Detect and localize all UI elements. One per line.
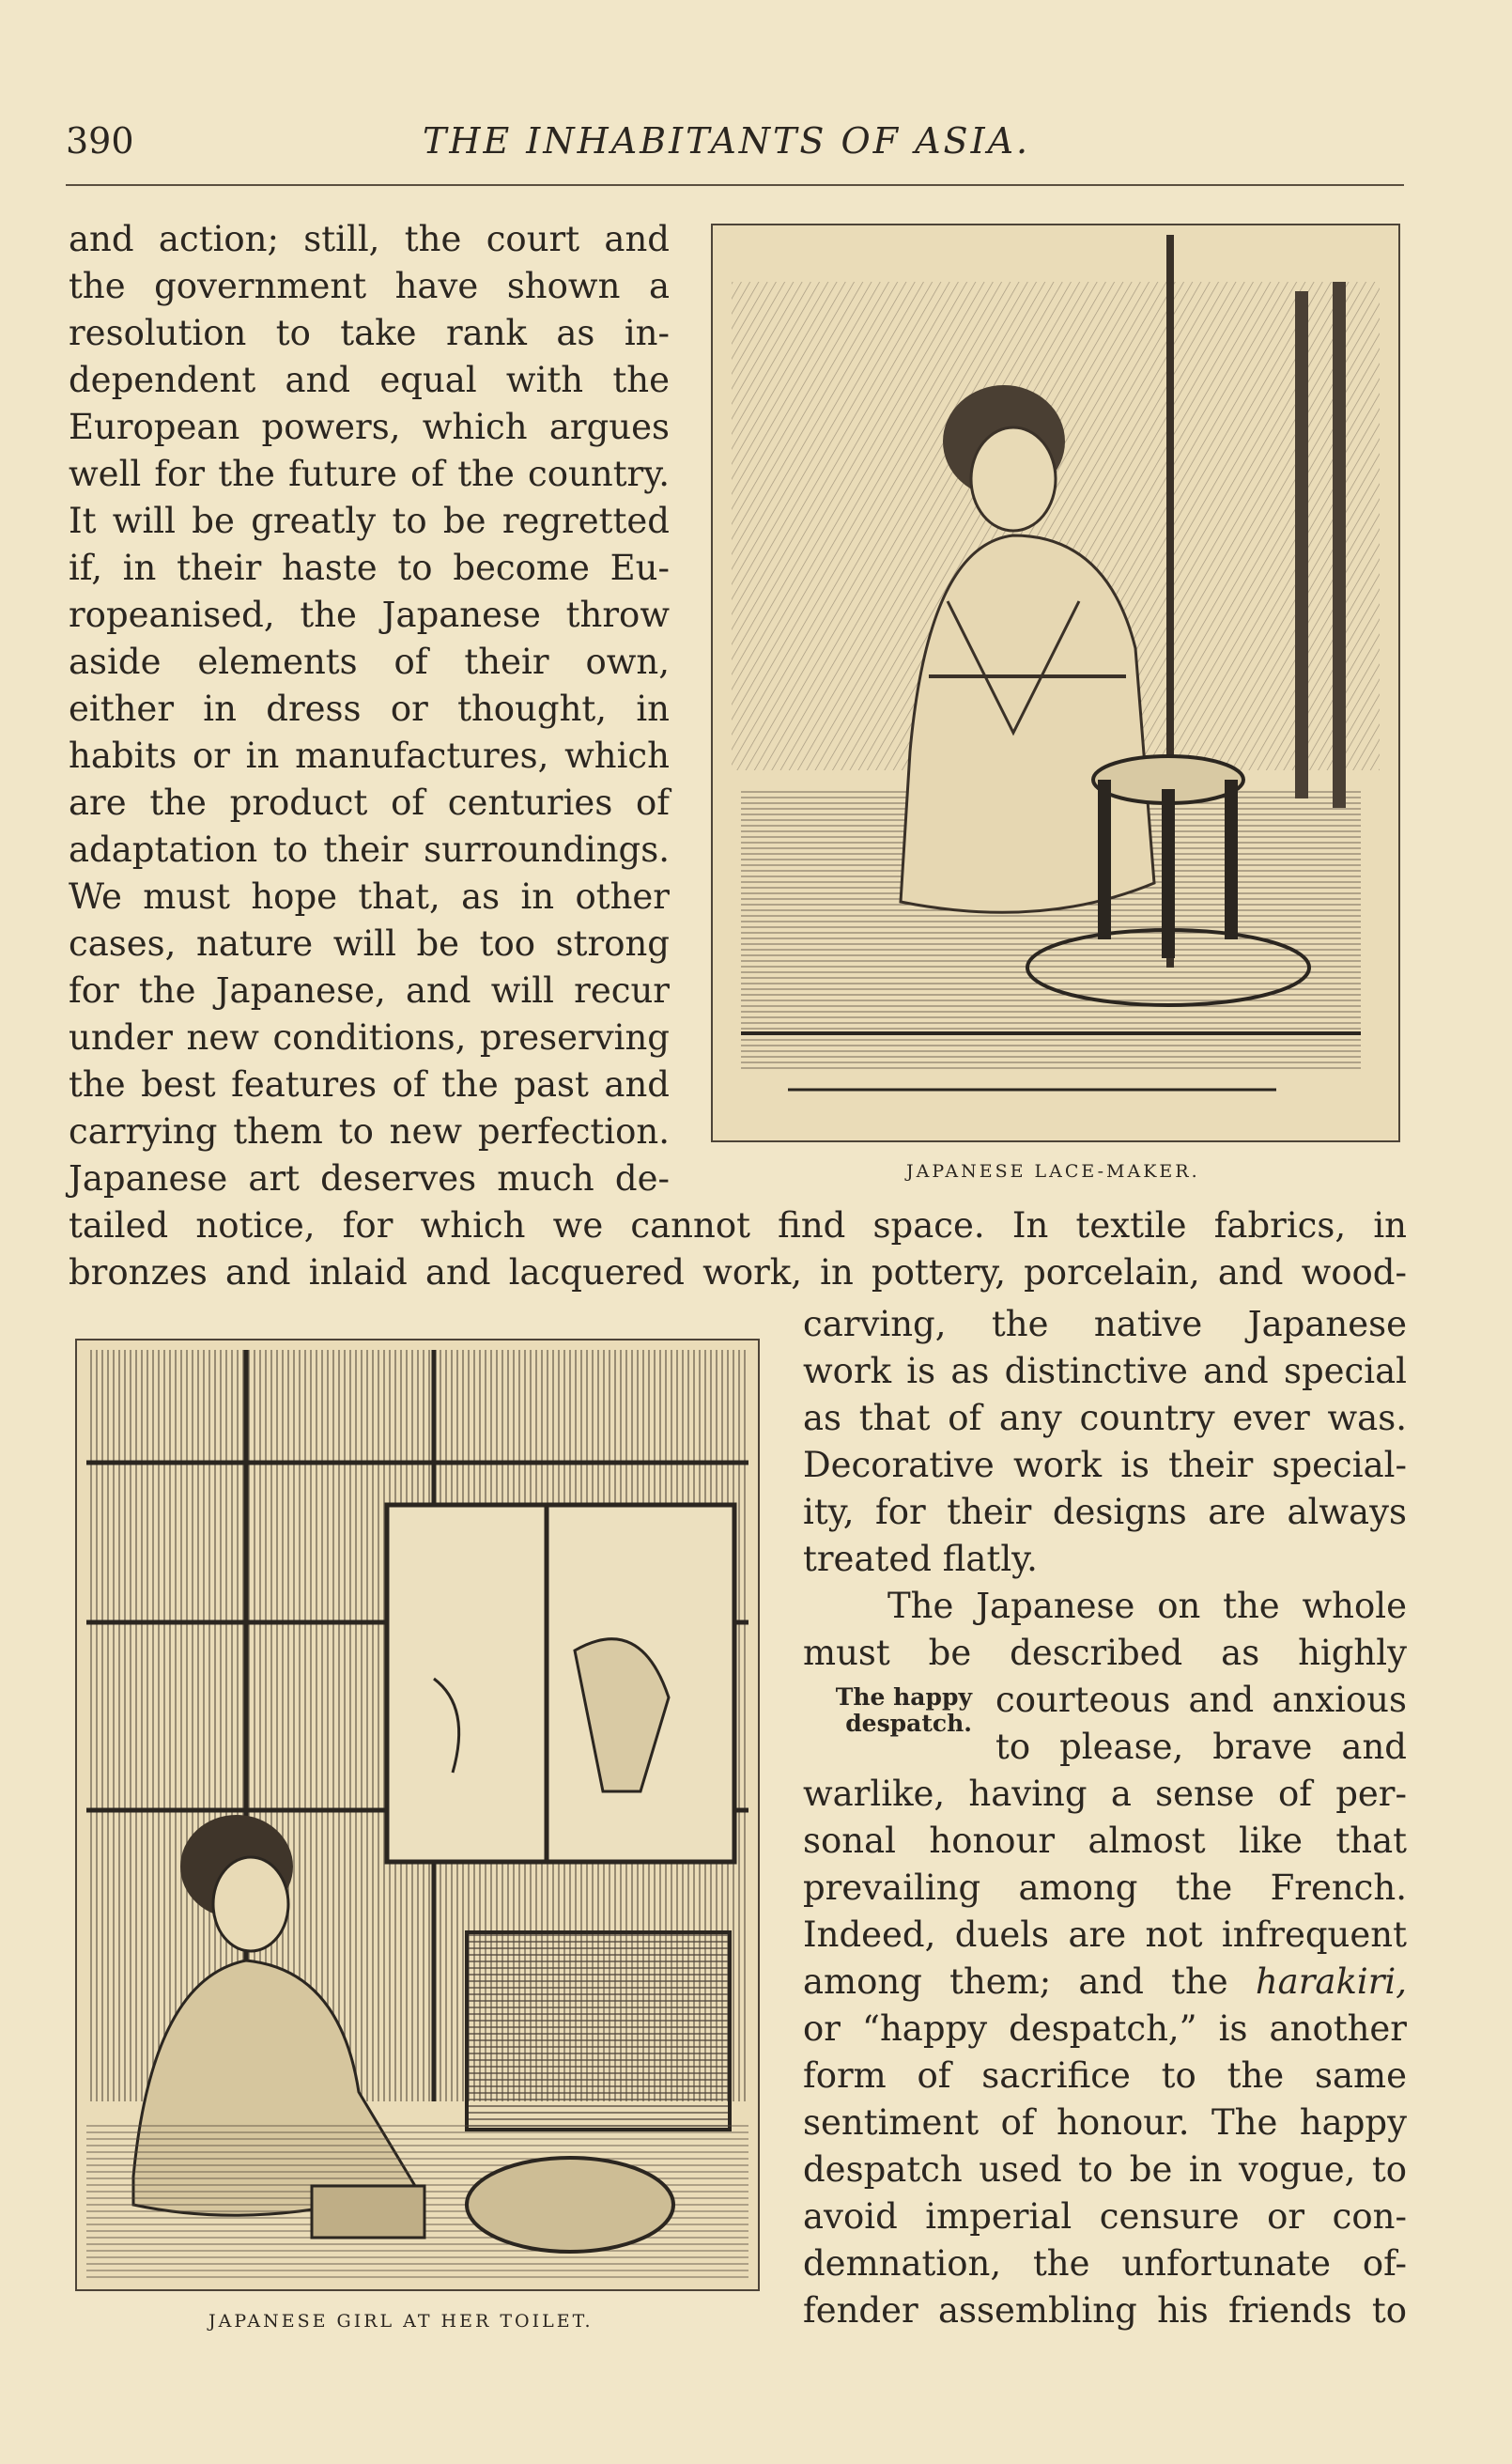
margin-note-block [803, 1677, 1407, 1771]
text-line: sentiment of honour. The happy [803, 2102, 1407, 2143]
marginal-note-line: despatch. [845, 1710, 972, 1737]
marginal-note-line: The happy [835, 1683, 972, 1711]
text-line: work is as distinctive and special [803, 1351, 1407, 1391]
text-line: treated flatly. [803, 1539, 1038, 1579]
text-line: as that of any country ever was. [803, 1398, 1407, 1438]
header-rule [66, 184, 1404, 186]
text-line: The Japanese on the whole [887, 1586, 1407, 1626]
text-line: aside elements of their own, [69, 642, 670, 682]
text-line: demnation, the unfortunate of- [803, 2243, 1407, 2284]
text-line: form of sacrifice to the same [803, 2055, 1407, 2096]
text-line: if, in their haste to become Eu- [69, 548, 670, 588]
text-line: resolution to take rank as in- [69, 313, 670, 353]
text-line: to please, brave and [995, 1727, 1407, 1767]
text-line: courteous and anxious [995, 1680, 1407, 1720]
text-line: either in dress or thought, in [69, 689, 670, 729]
text-line: ropeanised, the Japanese throw [69, 595, 670, 635]
text-line: well for the future of the country. [69, 454, 670, 494]
left-column-text [69, 216, 670, 1202]
text-line: Japanese art deserves much de- [69, 1158, 670, 1199]
text-segment: among them; and the [803, 1961, 1256, 2002]
figure2-caption: JAPANESE GIRL AT HER TOILET. [208, 2311, 594, 2332]
text-line: It will be greatly to be regretted [69, 501, 670, 541]
text-line: sonal honour almost like that [803, 1821, 1407, 1861]
text-line: European powers, which argues [69, 407, 670, 447]
text-line: ity, for their designs are always [803, 1492, 1407, 1532]
text-line: adaptation to their surroundings. [69, 829, 670, 870]
text-line: cases, nature will be too strong [69, 923, 670, 964]
text-line: fender assembling his friends to [803, 2290, 1407, 2331]
text-line: the government have shown a [69, 266, 670, 306]
text-line: carrying them to new perfection. [69, 1111, 670, 1152]
italic-term: harakiri, [1255, 1961, 1407, 2002]
text-line: under new conditions, preserving [69, 1017, 670, 1058]
running-title: THE INHABITANTS OF ASIA. [423, 120, 1031, 162]
marginal-note [803, 1684, 972, 1737]
text-line: habits or in manufactures, which [69, 736, 670, 776]
text-line: prevailing among the French. [803, 1867, 1407, 1908]
text-line: or “happy despatch,” is another [803, 2008, 1407, 2049]
text-line: the best features of the past and [69, 1064, 670, 1105]
figure1-caption: JAPANESE LACE-MAKER. [906, 1161, 1200, 1182]
text-line: tailed notice, for which we cannot find space. In textile fabrics, in [69, 1205, 1407, 1246]
text-line: warlike, having a sense of per- [803, 1774, 1407, 1814]
text-line: Indeed, duels are not infrequent [803, 1914, 1407, 1955]
text-line: are the product of centuries of [69, 783, 670, 823]
lace-maker-illustration [711, 224, 1400, 1142]
text-line: for the Japanese, and will recur [69, 970, 670, 1011]
right-column-text [803, 1301, 1407, 2334]
text-line [803, 1959, 1407, 2006]
text-line: dependent and equal with the [69, 360, 670, 400]
text-line: bronzes and inlaid and lacquered work, in pottery, porcelain, and wood- [69, 1252, 1407, 1293]
text-line: despatch used to be in vogue, to [803, 2149, 1407, 2190]
text-line: We must hope that, as in other [69, 876, 670, 917]
full-width-text [69, 1202, 1407, 1296]
page-number: 390 [66, 120, 134, 162]
text-line: and action; still, the court and [69, 219, 670, 259]
text-line: Decorative work is their special- [803, 1445, 1407, 1485]
text-line: must be described as highly [803, 1633, 1407, 1673]
text-line: avoid imperial censure or con- [803, 2196, 1407, 2237]
text-line: carving, the native Japanese [803, 1304, 1407, 1344]
girl-at-toilet-illustration [75, 1339, 760, 2291]
page-header [66, 120, 1399, 167]
